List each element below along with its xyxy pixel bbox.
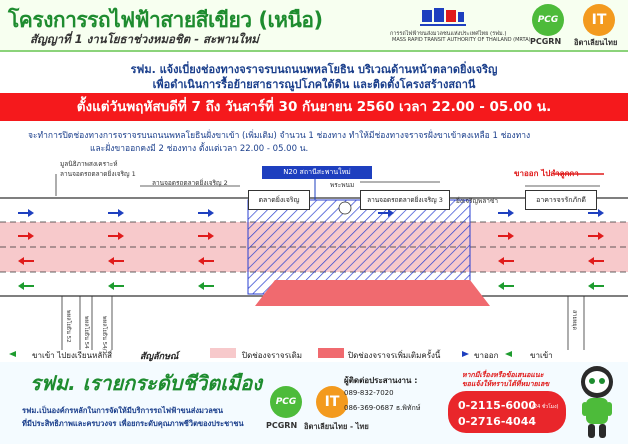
call-note: หากมีเรื่องหรือข้อเสนอแนะ ขอแจ้งให้ทราบได้ที่หมายเลข (462, 371, 550, 388)
hotline-1: 0-2115-6000 (458, 399, 537, 412)
footer-line-1: รฟม.เป็นองค์กรหลักในการจัดให้มีบริการรถไฟฟ้าขนส่งมวลชน (22, 406, 224, 415)
outbound-direction-label: ขาออก ไปสำลูกกา (514, 169, 579, 178)
notice-line-1: รฟม. แจ้งเบี่ยงช่องทางจราจรบนถนนพหลโยธิน บริเวณด้านหน้าตลาดยิ่งเจริญ (130, 63, 498, 76)
legend-outbound: ขาออก (474, 351, 499, 360)
additional-closure-area (255, 280, 490, 306)
page-title: โครงการรถไฟฟ้าสายสีเขียว (เหนือ) (8, 8, 323, 32)
place-label: ยิ่งเจริญพลาซ่า (456, 197, 499, 205)
legend-additional-swatch (318, 348, 344, 358)
place-label: อาคารจรรักภักดี (525, 190, 597, 210)
footer-it-label: อิตาเลียนไทย - ไทย (304, 422, 369, 431)
mrta-logo-icon (420, 6, 466, 28)
footer-pcgrn-logo-icon: PCG (270, 386, 302, 418)
place-label: พระพนม (330, 181, 355, 189)
legend-existing: ปิดช่องจราจรเดิม (242, 351, 303, 360)
mrta-name-en: MASS RAPID TRANSIT AUTHORITY OF THAILAND (MRTA) (392, 37, 531, 43)
soi-label: พหลโยธิน 52 (65, 310, 71, 343)
italian-thai-label: อิตาเลียนไทย (574, 38, 618, 47)
mascot-icon (572, 362, 622, 442)
date-banner: ตั้งแต่วันพฤหัสบดีที่ 7 ถึง วันสาร์ที่ 30 กันยายน 2560 เวลา 22.00 - 05.00 น. (0, 93, 628, 121)
place-label: ลานจอดรถตลาดยิ่งเจริญ 1 (60, 170, 136, 178)
contact-2: 086-369-0687 ธ.พิทักษ์ (344, 404, 421, 412)
legend-existing-swatch (210, 348, 236, 358)
footer-it-logo-icon: IT (316, 386, 348, 418)
hotline-2: 0-2716-4044 (458, 415, 537, 428)
contact-heading: ผู้ติดต่อประสานงาน : (344, 376, 418, 385)
pcgrn-logo-icon: PCG (532, 4, 564, 36)
soi-label: สายหยุด (571, 310, 577, 331)
contact-1: 089-832-7020 (344, 389, 394, 397)
page-subtitle: สัญญาที่ 1 งานโยธาช่วงหมอชิต - สะพานใหม่ (30, 32, 259, 46)
inbound-arrow-icon (8, 349, 30, 359)
place-label: มูลนิธิภาพสงเคราะห์ (60, 160, 118, 168)
hotline-box (448, 391, 566, 433)
inbound-green-arrow-icon (504, 349, 526, 359)
legend-additional: ปิดช่องจราจรเพิ่มเติมครั้งนี้ (348, 351, 441, 360)
soi-label: พหลโยธิน 54/1 (101, 316, 107, 355)
footer-pcgrn-label: PCGRN (266, 421, 298, 430)
legend-title: สัญลักษณ์ (140, 352, 179, 362)
legend-detour: ขาเข้า ไปยงเรียนหลักสี่ (32, 351, 112, 360)
legend-inbound: ขาเข้า (530, 351, 553, 360)
place-label: ลานจอดรถตลาดยิ่งเจริญ 2 (152, 179, 228, 187)
traffic-diagram (0, 160, 628, 350)
place-label: ตลาดยิ่งเจริญ (248, 190, 310, 210)
notice-description-1: จะทำการปิดช่องทางการจราจรบนถนนพหลโยธินฝั่งขาเข้า (เพิ่มเติม) จำนวน 1 ช่องทาง ทำให้มีช่องทางจราจรฝั่งขาเข้าคงเหลือ 1 ช่องทาง (28, 131, 531, 141)
notice-description-2: และฝั่งขาออกคงมี 2 ช่องทาง ตั้งแต่เวลา 22.00 - 05.00 น. (90, 144, 309, 154)
footer-line-2: ที่มีประสิทธิภาพและครบวงจร เพื่อยกระดับคุณภาพชีวิตของประชาชน (22, 419, 244, 428)
station-label: N20 สถานีสะพานใหม่ (262, 166, 372, 179)
hotline-hours: (24 ชั่วโมง) (532, 404, 559, 410)
soi-label: พหลโยธิน 54 (83, 316, 89, 349)
additional-closure-label: ปิดช่องจราจรฝั่งขาเข้า (เพิ่มเติม) 1 ช่องทาง (298, 328, 440, 337)
station-work-zone (248, 200, 470, 294)
place-label: ลานจอดรถตลาดยิ่งเจริญ 3 (360, 190, 450, 210)
footer-slogan: รฟม. เรายกระดับชีวิตเมือง (30, 371, 263, 395)
mrta-name-th: การรถไฟฟ้าขนส่งมวลชนแห่งประเทศไทย (รฟม.) (390, 31, 507, 37)
italian-thai-logo-icon: IT (583, 4, 615, 36)
outbound-arrow-icon (448, 349, 470, 359)
notice-line-2: เพื่อดำเนินการรื้อย้ายสาธารณูปโภคใต้ดิน และติดตั้งโครงสร้างสถานี (152, 78, 476, 91)
pcgrn-label: PCGRN (530, 37, 562, 46)
